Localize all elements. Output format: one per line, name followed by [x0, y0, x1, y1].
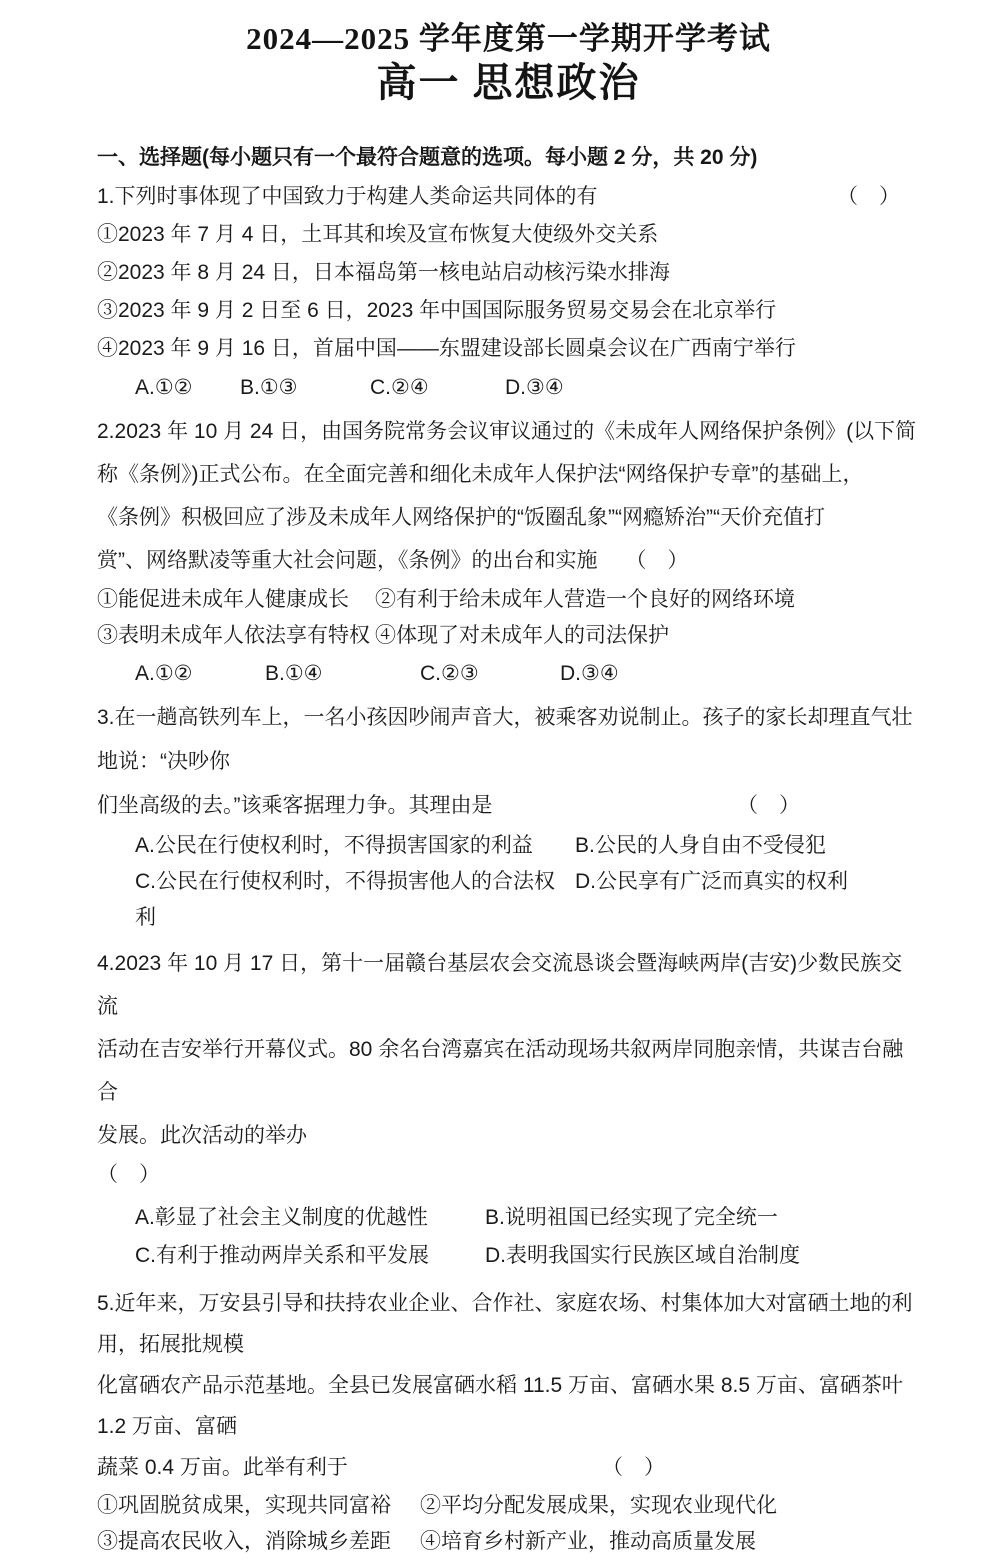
choice-a: A.①② [135, 662, 193, 685]
question-1-item-2: ②2023 年 8 月 24 日，日本福岛第一核电站启动核污染水排海 [97, 261, 670, 284]
question-5-line-3 [97, 1447, 920, 1488]
choice-a: A.公民在行使权利时，不得损害国家的利益 [135, 834, 533, 857]
sub-option-1: ①巩固脱贫成果，实现共同富裕 [97, 1494, 391, 1517]
choice-c: C.②④ [370, 376, 429, 399]
choice-c: C.有利于推动两岸关系和平发展 [135, 1244, 429, 1267]
choice-a: A.彰显了社会主义制度的优越性 [135, 1206, 428, 1229]
question-2-suboptions-row-2 [97, 618, 920, 654]
question-2-choices [97, 656, 920, 692]
exam-subtitle: 高一 思想政治 [376, 60, 641, 105]
question-4-line-2: 活动在吉安举行开幕仪式。80 余名台湾嘉宾在活动现场共叙两岸同胞亲情，共谋吉台融合 [97, 1038, 904, 1104]
sub-option-2: ②平均分配发展成果，实现农业现代化 [420, 1494, 777, 1517]
section-heading: 一、选择题(每小题只有一个最符合题意的选项。每小题 2 分，共 20 分) [97, 146, 758, 169]
question-1-stem: 1.下列时事体现了中国致力于构建人类命运共同体的有 [97, 185, 598, 208]
sub-option-2: ②有利于给未成年人营造一个良好的网络环境 [375, 588, 795, 611]
question-3-choices [97, 828, 920, 936]
question-4-line-1: 4.2023 年 10 月 17 日，第十一届赣台基层农会交流恳谈会暨海峡两岸(吉安)少数民族交流 [97, 952, 903, 1018]
answer-blank: （ ） [625, 549, 689, 572]
question-1-item-1: ①2023 年 7 月 4 日，土耳其和埃及宣布恢复大使级外交关系 [97, 223, 659, 246]
answer-blank: （ ） [837, 185, 900, 208]
question-5-line-1: 5.近年来，万安县引导和扶持农业企业、合作社、家庭农场、村集体加大对富硒土地的利用，拓展批规模 [97, 1292, 913, 1356]
choice-b: B.公民的人身自由不受侵犯 [575, 834, 826, 857]
choice-b: B.说明祖国已经实现了完全统一 [485, 1206, 778, 1229]
exam-title: 2024—2025 学年度第一学期开学考试 [246, 21, 771, 56]
question-2-line-4 [97, 539, 920, 582]
sub-option-4: ④培育乡村新产业，推动高质量发展 [420, 1530, 756, 1553]
question-4 [97, 942, 920, 1275]
question-5-line-3-text: 蔬菜 0.4 万亩。此举有利于 [97, 1456, 348, 1479]
question-3 [97, 696, 920, 936]
choice-a: A.①② [135, 376, 193, 399]
question-5-line-2: 化富硒农产品示范基地。全县已发展富硒水稻 11.5 万亩、富硒水果 8.5 万亩、富硒茶叶 1.2 万亩、富硒 [97, 1374, 903, 1438]
choice-d: D.公民享有广泛而真实的权利 [575, 870, 848, 893]
answer-blank: （ ） [602, 1456, 665, 1479]
question-1 [97, 178, 920, 406]
question-3-line-1: 3.在一趟高铁列车上，一名小孩因吵闹声音大，被乘客劝说制止。孩子的家长却理直气壮地说：“决吵你 [97, 706, 913, 773]
question-2-line-1: 2.2023 年 10 月 24 日，由国务院常务会议审议通过的《未成年人网络保护条例》(以下简 [97, 420, 917, 443]
question-1-choices [97, 370, 920, 406]
sub-option-4: ④体现了对未成年人的司法保护 [375, 624, 669, 647]
question-5-suboptions-row-2 [97, 1524, 920, 1560]
question-4-line-3: 发展。此次活动的举办 [97, 1124, 307, 1147]
choice-b: B.①④ [265, 662, 323, 685]
question-1-stem-row [97, 178, 920, 216]
choice-d: D.③④ [505, 376, 564, 399]
choice-c: C.公民在行使权利时，不得损害他人的合法权利 [135, 870, 555, 929]
question-3-line-2-text: 们坐高级的去。”该乘客据理力争。其理由是 [97, 794, 493, 817]
question-1-item-4: ④2023 年 9 月 16 日，首届中国——东盟建设部长圆桌会议在广西南宁举行 [97, 337, 796, 360]
answer-blank: （ ） [97, 1163, 160, 1186]
choice-d: D.表明我国实行民族区域自治制度 [485, 1244, 800, 1267]
question-3-line-2 [97, 784, 920, 828]
question-5-suboptions-row-1 [97, 1488, 920, 1524]
question-2-line-4-text: 赏”、网络默凌等重大社会问题，《条例》的出台和实施 [97, 549, 598, 572]
question-2-line-2: 称《条例》)正式公布。在全面完善和细化未成年人保护法“网络保护专章”的基础上， [97, 463, 864, 486]
answer-blank: （ ） [737, 794, 800, 817]
question-2-line-3: 《条例》积极回应了涉及未成年人网络保护的“饭圈乱象”“网瘾矫治”“天价充值打 [97, 506, 825, 529]
question-1-item-3: ③2023 年 9 月 2 日至 6 日，2023 年中国国际服务贸易交易会在北京举行 [97, 299, 777, 322]
sub-option-3: ③提高农民收入，消除城乡差距 [97, 1530, 391, 1553]
choice-b: B.①③ [240, 376, 298, 399]
question-2-suboptions-row-1 [97, 582, 920, 618]
sub-option-3: ③表明未成年人依法享有特权 [97, 624, 370, 647]
question-2 [97, 410, 920, 692]
sub-option-1: ①能促进未成年人健康成长 [97, 588, 349, 611]
choice-c: C.②③ [420, 662, 479, 685]
question-4-choices [97, 1199, 920, 1275]
choice-d: D.③④ [560, 662, 619, 685]
question-5 [97, 1283, 920, 1560]
